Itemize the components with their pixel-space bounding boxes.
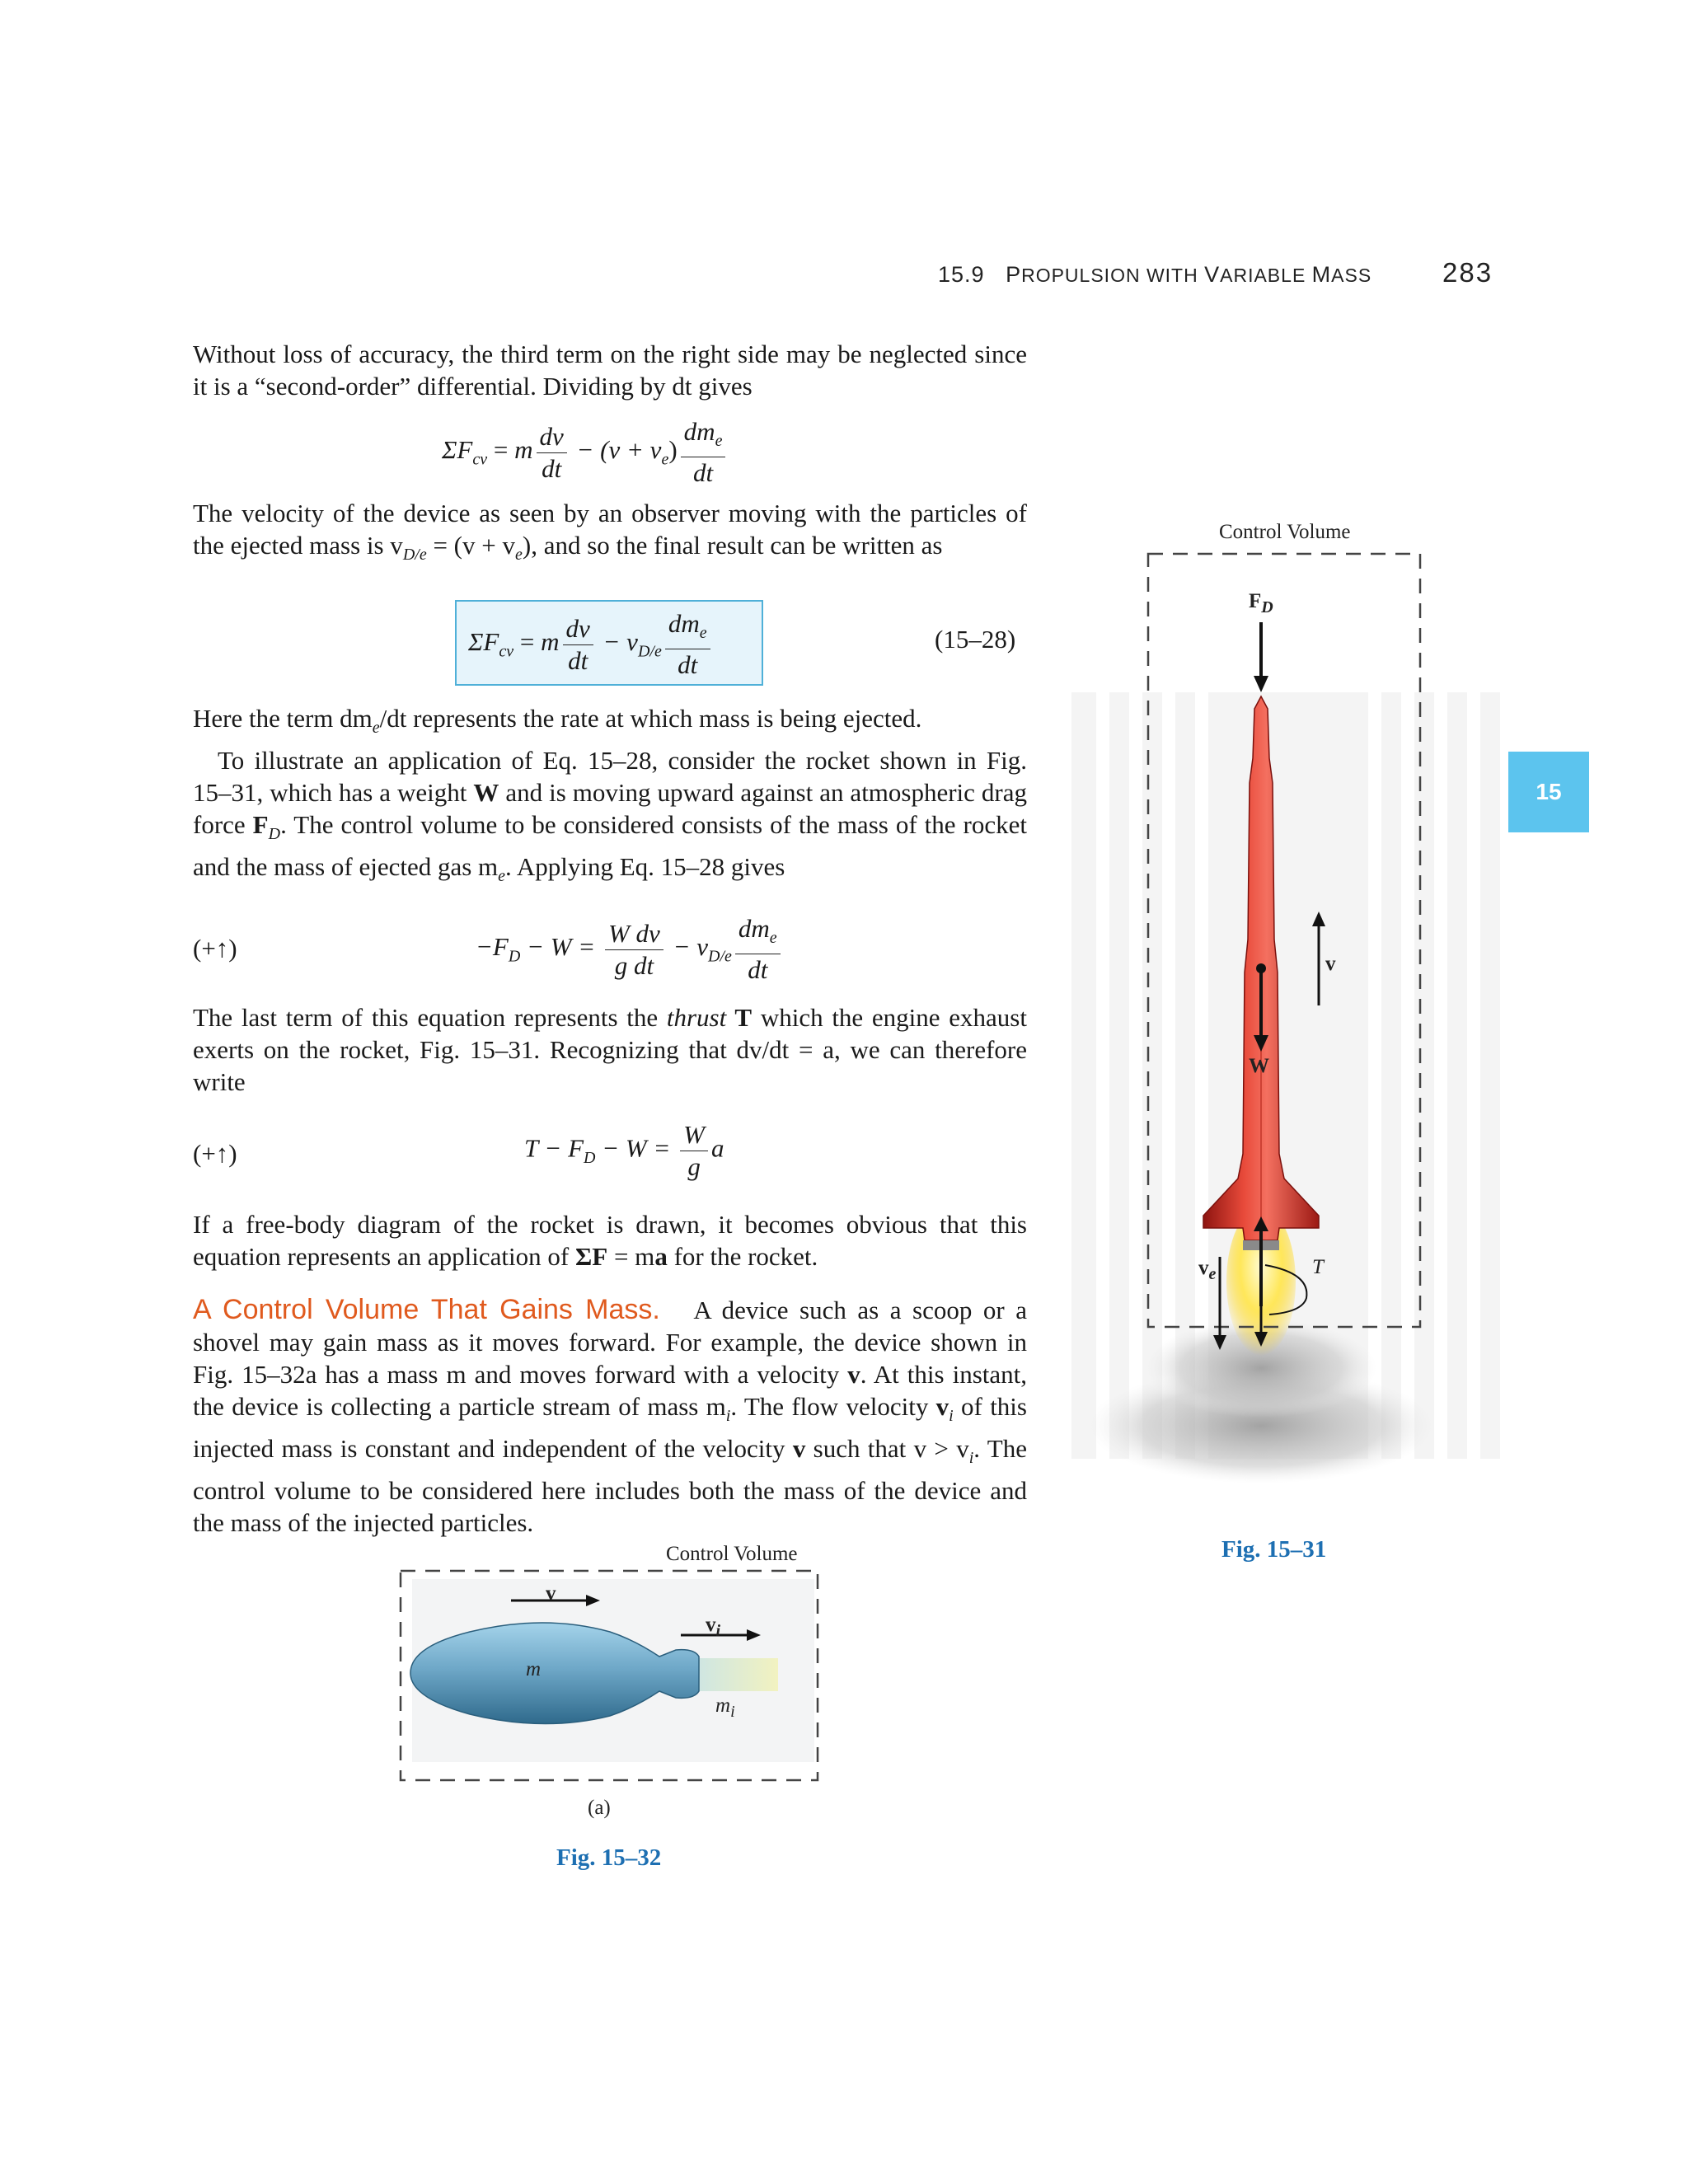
section-heading: A Control Volume That Gains Mass. [193, 1294, 660, 1325]
paragraph-7: A Control Volume That Gains Mass. A device such as a scoop or a shovel may gain mass as it moves forward. For example, the device shown in Fig. 15–32a has a mass m and moves forward with a velocity v. At this instant, the device is collecting a particle stream of mass $m_i$. The flow velocity $v_i$ of this injected mass is constant and independent of the velocity v such that $v > v_i$. The control volume to be considered here includes both the mass of the device and the mass of the injected particles. [193, 1294, 1028, 1538]
paragraph-2: The velocity of the device as seen by an observer moving with the particles of the ejected mass is $v_{D/e} = (v + v_e)$, and so the final result can be written as [193, 499, 1027, 565]
paragraph-6: If a free-body diagram of the rocket is drawn, it becomes obvious that this equation represents an application of ΣF = ma for the rocket. [193, 1210, 1027, 1271]
fig32-control-volume-label: Control Volume [666, 1543, 798, 1565]
particle-stream [699, 1658, 778, 1691]
center-of-mass-dot [1256, 963, 1266, 973]
sign-convention-1: (+↑) [193, 934, 237, 963]
fig31-caption: Fig. 15–31 [1221, 1536, 1327, 1563]
drag-force-arrow-head [1254, 676, 1268, 692]
fig31-fd-label: $F_D$ [1249, 590, 1273, 616]
fig31-v-label: v [1325, 953, 1336, 975]
paragraph-1: Without loss of accuracy, the third term on the right side may be neglected since it is a “second-order” differential. Dividing by dt gives [193, 340, 1027, 401]
figure-15-31-rocket [1071, 511, 1500, 1500]
fig31-w-label: W [1249, 1055, 1269, 1077]
equation-15-28: $\Sigma F_{cv} = m$ $\frac{dv}{dt}$ − $v_{D/e}$ $\frac{dm_e}{dt}$ [468, 608, 714, 681]
fig31-ve-label: $v_e$ [1198, 1257, 1217, 1283]
fig31-t-label: T [1312, 1256, 1324, 1278]
fig32-vi-label: $v_i$ [706, 1614, 721, 1640]
fig32-mi-label: $m_i$ [715, 1694, 735, 1721]
figure-15-32-device [387, 1549, 832, 1797]
running-header-section: 15.9 PROPULSION WITH VARIABLE MASS [938, 262, 1372, 287]
equation-1: $\Sigma F_{cv} = m$ $\frac{dv}{dt}$ − $(v + v_e)$ $\frac{dm_e}{dt}$ [442, 416, 729, 489]
fig32-caption: Fig. 15–32 [556, 1844, 662, 1871]
fig32-v-label: v [546, 1582, 556, 1605]
sign-convention-2: (+↑) [193, 1139, 237, 1168]
fig31-control-volume-label: Control Volume [1219, 521, 1351, 543]
equation-3: $-F_D - W$ = $\frac{\text{W dv}}{\text{g dt}}$ − $v_{D/e}$ $\frac{dm_e}{dt}$ [476, 913, 784, 986]
chapter-tab[interactable]: 15 [1508, 752, 1589, 832]
equation-number: (15–28) [935, 625, 1016, 654]
page-number: 283 [1442, 257, 1493, 288]
paragraph-5: The last term of this equation represents the thrust T which the engine exhaust exerts on the rocket, Fig. 15–31. Recognizing that dv/dt = a, we can therefore write [193, 1003, 1027, 1096]
fig32-subfigure-label: (a) [588, 1797, 611, 1819]
paragraph-3: Here the term $dm_e/dt$ represents the rate at which mass is being ejected. To illustrate an application of Eq. 15–28, consider the rocket shown in Fig. 15–31, which has a weight W and is moving upward against an atmospheric drag force $F_D$. The control volume to be considered consists of the mass of the rocket and the mass of ejected gas $m_e$. Applying Eq. 15–28 gives [193, 704, 1027, 886]
equation-4: $T - F_D - W$ = $\frac{W}{g}$ a [524, 1120, 724, 1181]
fig32-m-label: m [526, 1658, 542, 1680]
